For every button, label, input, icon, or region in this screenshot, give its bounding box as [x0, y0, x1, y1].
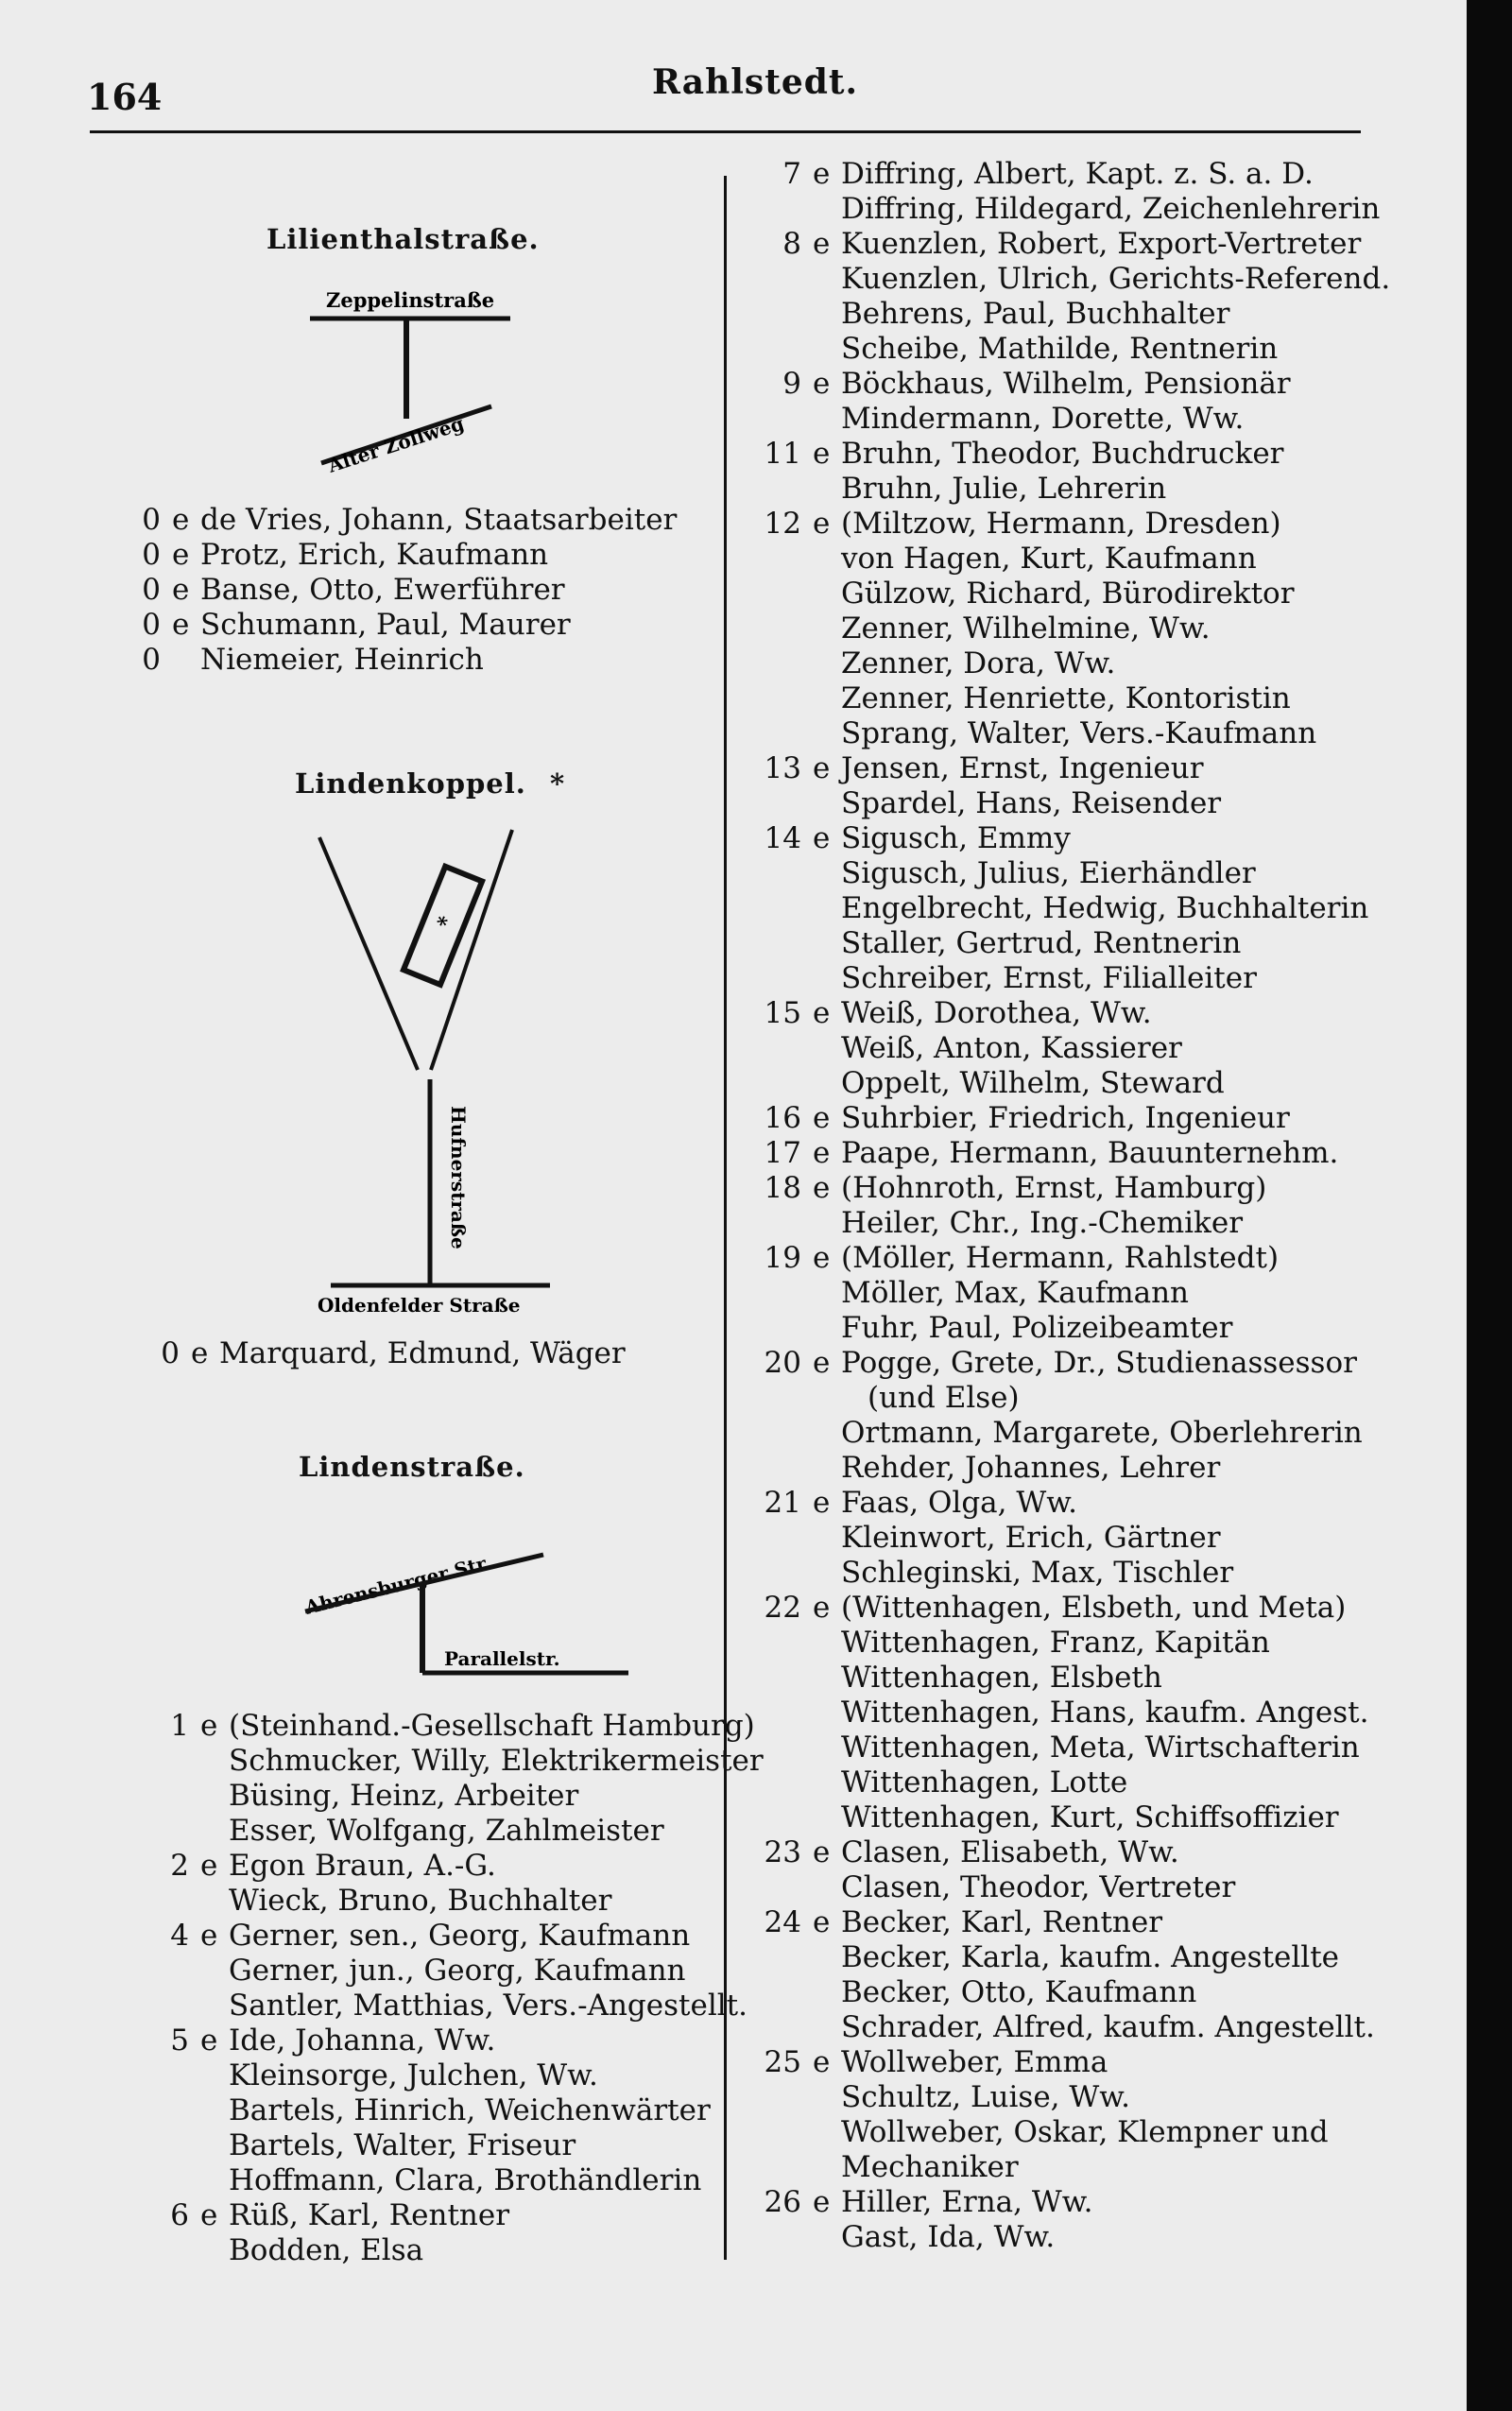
resident-text: Santler, Matthias, Vers.-Angestellt. — [229, 1989, 747, 2023]
running-head: Rahlstedt. — [652, 62, 859, 102]
resident-text: Suhrbier, Friedrich, Ingenieur — [841, 1101, 1290, 1135]
resident-text: Sprang, Walter, Vers.-Kaufmann — [841, 716, 1317, 750]
resident-text: Wollweber, Oskar, Klempner und — [841, 2115, 1329, 2149]
address-entry — [764, 856, 1390, 891]
address-entry — [151, 2163, 764, 2198]
resident-text: Schumann, Paul, Maurer — [200, 608, 571, 642]
address-entry — [764, 1556, 1390, 1591]
sketch-plot-star: * — [431, 911, 451, 939]
address-entry — [123, 503, 677, 538]
page-edge-shadow — [1467, 0, 1512, 2411]
address-entry — [764, 821, 1390, 856]
sketch-plot — [404, 867, 482, 985]
resident-text: Wittenhagen, Franz, Kapitän — [841, 1626, 1270, 1660]
resident-text: Protz, Erich, Kaufmann — [200, 538, 549, 572]
owner-mark: e — [813, 751, 831, 785]
address-entry — [764, 996, 1390, 1031]
resident-text: Becker, Karl, Rentner — [841, 1905, 1163, 1939]
resident-text: Clasen, Elisabeth, Ww. — [841, 1835, 1179, 1869]
address-entry — [764, 507, 1390, 542]
house-number: 25 — [764, 2045, 801, 2079]
resident-text: Schultz, Luise, Ww. — [841, 2080, 1130, 2114]
house-number: 8 — [782, 227, 801, 261]
resident-text: Wieck, Bruno, Buchhalter — [229, 1884, 612, 1918]
sketch-label-side: Hufnerstraße — [447, 1106, 470, 1249]
address-entry — [764, 961, 1390, 996]
street-sketch-lindenkoppel — [302, 822, 605, 1314]
resident-text: Hoffmann, Clara, Brothändlerin — [229, 2163, 702, 2197]
owner-mark: e — [172, 608, 190, 642]
sketch-label-side: Parallelstr. — [444, 1647, 560, 1670]
address-entry — [764, 681, 1390, 716]
address-entry — [151, 2058, 764, 2093]
address-entry — [151, 1814, 764, 1849]
owner-mark: e — [813, 1591, 831, 1625]
resident-text: Oppelt, Wilhelm, Steward — [841, 1066, 1225, 1100]
resident-text: Schrader, Alfred, kaufm. Angestellt. — [841, 2010, 1375, 2044]
street-title-lindenkoppel — [295, 767, 565, 800]
resident-text: Fuhr, Paul, Polizeibeamter — [841, 1311, 1233, 1345]
resident-text: (und Else) — [868, 1381, 1020, 1415]
address-entry — [151, 1744, 764, 1779]
address-entry — [151, 2024, 764, 2058]
house-number: 21 — [764, 1486, 801, 1520]
address-entry — [764, 1626, 1390, 1661]
house-number: 0 — [142, 538, 161, 572]
resident-text: Becker, Otto, Kaufmann — [841, 1975, 1197, 2009]
house-number: 16 — [764, 1101, 801, 1135]
resident-text: Paape, Hermann, Bauunternehm. — [841, 1136, 1339, 1170]
address-entry — [764, 332, 1390, 367]
address-entry — [764, 367, 1390, 402]
address-entry — [764, 1521, 1390, 1556]
resident-text: Böckhaus, Wilhelm, Pensionär — [841, 367, 1291, 401]
address-entry — [764, 1241, 1390, 1276]
resident-text: Niemeier, Heinrich — [200, 643, 484, 677]
address-entry — [151, 1954, 764, 1989]
address-entry — [764, 786, 1390, 821]
resident-text: Behrens, Paul, Buchhalter — [841, 297, 1230, 331]
resident-text: Bartels, Hinrich, Weichenwärter — [229, 2093, 711, 2127]
owner-mark: e — [172, 538, 190, 572]
resident-text: Bruhn, Theodor, Buchdrucker — [841, 437, 1284, 471]
resident-text: de Vries, Johann, Staatsarbeiter — [200, 503, 678, 537]
address-entry — [123, 573, 677, 608]
address-entry — [764, 1206, 1390, 1241]
owner-mark: e — [200, 1919, 218, 1953]
resident-text: Wittenhagen, Lotte — [841, 1765, 1128, 1800]
resident-text: Engelbrecht, Hedwig, Buchhalterin — [841, 891, 1369, 925]
house-number: 12 — [764, 507, 801, 541]
resident-text: (Hohnroth, Ernst, Hamburg) — [841, 1171, 1267, 1205]
address-entry — [123, 608, 677, 643]
resident-text: Ortmann, Margarete, Oberlehrerin — [841, 1416, 1363, 1450]
address-entry — [764, 2115, 1390, 2150]
address-entry — [764, 2010, 1390, 2045]
house-number: 17 — [764, 1136, 801, 1170]
address-entry — [764, 2045, 1390, 2080]
resident-text: Scheibe, Mathilde, Rentnerin — [841, 332, 1279, 366]
address-entry — [764, 2220, 1390, 2255]
resident-text: Gast, Ida, Ww. — [841, 2220, 1056, 2254]
address-entry — [764, 1870, 1390, 1905]
address-entry — [764, 1416, 1390, 1451]
house-number: 26 — [764, 2185, 801, 2219]
address-entry — [151, 1989, 764, 2024]
owner-mark: e — [200, 2024, 218, 2058]
resident-text: Heiler, Chr., Ing.-Chemiker — [841, 1206, 1244, 1240]
house-number: 2 — [170, 1849, 189, 1883]
owner-mark: e — [172, 503, 190, 537]
house-number: 18 — [764, 1171, 801, 1205]
resident-text: Egon Braun, A.-G. — [229, 1849, 496, 1883]
resident-text: Zenner, Wilhelmine, Ww. — [841, 611, 1211, 646]
owner-mark: e — [813, 227, 831, 261]
owner-mark: e — [813, 437, 831, 471]
resident-text: Bruhn, Julie, Lehrerin — [841, 472, 1167, 506]
resident-text: (Steinhand.-Gesellschaft Hamburg) — [229, 1709, 755, 1743]
street-sketch-lindenstrasse — [298, 1503, 657, 1692]
resident-text: Gerner, sen., Georg, Kaufmann — [229, 1919, 691, 1953]
resident-text: Zenner, Dora, Ww. — [841, 646, 1116, 680]
address-entry — [764, 472, 1390, 507]
address-entry — [764, 542, 1390, 577]
street-title-lindenstrasse: Lindenstraße. — [299, 1451, 525, 1483]
entries-lindenkoppel — [142, 1336, 626, 1371]
house-number: 14 — [764, 821, 801, 855]
resident-text: Gülzow, Richard, Bürodirektor — [841, 577, 1295, 611]
address-entry — [151, 1779, 764, 1814]
owner-mark: e — [813, 507, 831, 541]
house-number: 0 — [142, 503, 161, 537]
owner-mark: e — [813, 1905, 831, 1939]
address-entry — [151, 2128, 764, 2163]
resident-text: Möller, Max, Kaufmann — [841, 1276, 1190, 1310]
address-entry — [151, 2093, 764, 2128]
address-entry — [764, 1136, 1390, 1171]
address-entry — [123, 538, 677, 573]
house-number: 15 — [764, 996, 801, 1030]
house-number: 1 — [170, 1709, 189, 1743]
resident-text: Becker, Karla, kaufm. Angestellte — [841, 1940, 1339, 1974]
resident-text: Wittenhagen, Meta, Wirtschafterin — [841, 1731, 1360, 1765]
address-entry — [764, 1031, 1390, 1066]
resident-text: Esser, Wolfgang, Zahlmeister — [229, 1814, 664, 1848]
address-entry — [764, 2185, 1390, 2220]
owner-mark: e — [813, 1241, 831, 1275]
house-number: 0 — [142, 643, 161, 677]
resident-text: Mindermann, Dorette, Ww. — [841, 402, 1245, 436]
address-entry — [764, 1486, 1390, 1521]
resident-text: von Hagen, Kurt, Kaufmann — [841, 542, 1257, 576]
street-sketch-lilienthalstrasse — [284, 279, 529, 487]
address-entry — [151, 2233, 764, 2268]
page-number: 164 — [87, 76, 163, 118]
resident-text: Sigusch, Emmy — [841, 821, 1071, 855]
entries-lindenstrasse — [151, 1709, 764, 2268]
house-number: 19 — [764, 1241, 801, 1275]
resident-text: Mechaniker — [841, 2150, 1019, 2184]
resident-text: Kleinsorge, Julchen, Ww. — [229, 2058, 598, 2092]
owner-mark: e — [813, 157, 831, 191]
entries-lilienthalstrasse — [123, 503, 677, 678]
header-rule — [90, 130, 1361, 133]
address-entry — [764, 1101, 1390, 1136]
sketch-label-bottom: Alter Zollweg — [325, 411, 467, 477]
address-entry — [764, 1276, 1390, 1311]
address-entry — [764, 262, 1390, 297]
resident-text: Schmucker, Willy, Elektrikermeister — [229, 1744, 764, 1778]
owner-mark: e — [813, 821, 831, 855]
street-title-lilienthalstrasse: Lilienthalstraße. — [266, 223, 540, 255]
address-entry — [151, 1849, 764, 1884]
resident-text: Ide, Johanna, Ww. — [229, 2024, 496, 2058]
address-entry — [764, 1591, 1390, 1626]
resident-text: Wollweber, Emma — [841, 2045, 1108, 2079]
address-entry — [151, 2198, 764, 2233]
sketch-label-top: Ahrensburger Str. — [302, 1550, 493, 1619]
resident-text: Diffring, Hildegard, Zeichenlehrerin — [841, 192, 1381, 226]
resident-text: Bartels, Walter, Friseur — [229, 2128, 576, 2162]
house-number: 20 — [764, 1346, 801, 1380]
owner-mark: e — [813, 2185, 831, 2219]
house-number: 13 — [764, 751, 801, 785]
address-entry — [764, 1661, 1390, 1696]
resident-text: (Möller, Hermann, Rahlstedt) — [841, 1241, 1280, 1275]
resident-text: Wittenhagen, Elsbeth — [841, 1661, 1162, 1695]
address-entry — [764, 2080, 1390, 2115]
address-entry — [764, 611, 1390, 646]
resident-text: Sigusch, Julius, Eierhändler — [841, 856, 1256, 890]
address-entry — [151, 1709, 764, 1744]
resident-text: Gerner, jun., Georg, Kaufmann — [229, 1954, 686, 1988]
house-number: 9 — [782, 367, 801, 401]
address-entry — [764, 297, 1390, 332]
address-entry — [764, 437, 1390, 472]
resident-text: Spardel, Hans, Reisender — [841, 786, 1222, 820]
address-entry — [764, 751, 1390, 786]
sketch-label-bottom: Oldenfelder Straße — [318, 1294, 521, 1314]
resident-text: Hiller, Erna, Ww. — [841, 2185, 1093, 2219]
resident-text: Rüß, Karl, Rentner — [229, 2198, 510, 2232]
owner-mark: e — [813, 1835, 831, 1869]
sketch-label-top: Zeppelinstraße — [326, 288, 495, 312]
owner-mark: e — [813, 1136, 831, 1170]
address-entry — [764, 227, 1390, 262]
address-entry — [764, 1800, 1390, 1835]
house-number: 0 — [142, 573, 161, 607]
owner-mark: e — [813, 1346, 831, 1380]
house-number: 7 — [782, 157, 801, 191]
owner-mark: e — [813, 996, 831, 1030]
address-entry — [764, 1066, 1390, 1101]
house-number: 24 — [764, 1905, 801, 1939]
owner-mark: e — [200, 1709, 218, 1743]
address-entry — [151, 1884, 764, 1919]
resident-text: Diffring, Albert, Kapt. z. S. a. D. — [841, 157, 1314, 191]
address-entry — [764, 1696, 1390, 1731]
address-entry — [764, 402, 1390, 437]
resident-text: Pogge, Grete, Dr., Studienassessor — [841, 1346, 1357, 1380]
house-number: 5 — [170, 2024, 189, 2058]
resident-text: Jensen, Ernst, Ingenieur — [841, 751, 1204, 785]
address-entry — [151, 1919, 764, 1954]
resident-text: Rehder, Johannes, Lehrer — [841, 1451, 1221, 1485]
resident-text: Clasen, Theodor, Vertreter — [841, 1870, 1236, 1904]
address-entry — [764, 1940, 1390, 1975]
address-entry — [764, 1381, 1390, 1416]
resident-text: Wittenhagen, Hans, kaufm. Angest. — [841, 1696, 1369, 1730]
resident-text: Marquard, Edmund, Wäger — [219, 1336, 626, 1370]
owner-mark: e — [191, 1336, 209, 1370]
resident-text: Büsing, Heinz, Arbeiter — [229, 1779, 579, 1813]
resident-text: Kuenzlen, Ulrich, Gerichts-Referend. — [841, 262, 1391, 296]
resident-text: Zenner, Henriette, Kontoristin — [841, 681, 1291, 715]
address-entry — [764, 1346, 1390, 1381]
address-entry — [764, 1905, 1390, 1940]
address-entry — [764, 646, 1390, 681]
address-entry — [764, 1765, 1390, 1800]
resident-text: Faas, Olga, Ww. — [841, 1486, 1077, 1520]
house-number: 4 — [170, 1919, 189, 1953]
owner-mark: e — [200, 2198, 218, 2232]
house-number: 22 — [764, 1591, 801, 1625]
address-entry — [764, 1451, 1390, 1486]
address-entry — [764, 716, 1390, 751]
owner-mark: e — [813, 1171, 831, 1205]
resident-text: Schleginski, Max, Tischler — [841, 1556, 1234, 1590]
address-entry — [764, 1975, 1390, 2010]
resident-text: Kleinwort, Erich, Gärtner — [841, 1521, 1221, 1555]
address-entry — [764, 1835, 1390, 1870]
address-entry — [764, 1311, 1390, 1346]
street-title-mark: * — [549, 767, 566, 800]
resident-text: Schreiber, Ernst, Filialleiter — [841, 961, 1257, 995]
resident-text: Banse, Otto, Ewerführer — [200, 573, 565, 607]
address-entry — [764, 157, 1390, 192]
resident-text: (Miltzow, Hermann, Dresden) — [841, 507, 1281, 541]
address-entry — [764, 192, 1390, 227]
entries-right-column — [764, 157, 1390, 2255]
address-entry — [764, 891, 1390, 926]
resident-text: Bodden, Elsa — [229, 2233, 424, 2267]
address-entry — [142, 1336, 626, 1371]
house-number: 23 — [764, 1835, 801, 1869]
house-number: 11 — [764, 437, 801, 471]
owner-mark: e — [813, 1101, 831, 1135]
address-entry — [764, 577, 1390, 611]
street-title-text: Lindenkoppel. — [295, 767, 526, 800]
address-entry — [764, 926, 1390, 961]
address-entry — [764, 2150, 1390, 2185]
house-number: 0 — [161, 1336, 180, 1370]
resident-text: (Wittenhagen, Elsbeth, und Meta) — [841, 1591, 1347, 1625]
resident-text: Wittenhagen, Kurt, Schiffsoffizier — [841, 1800, 1339, 1834]
resident-text: Weiß, Dorothea, Ww. — [841, 996, 1152, 1030]
owner-mark: e — [813, 367, 831, 401]
owner-mark: e — [813, 1486, 831, 1520]
owner-mark: e — [813, 2045, 831, 2079]
resident-text: Staller, Gertrud, Rentnerin — [841, 926, 1242, 960]
sketch-road-left — [319, 837, 418, 1070]
owner-mark: e — [200, 1849, 218, 1883]
house-number: 0 — [142, 608, 161, 642]
resident-text: Weiß, Anton, Kassierer — [841, 1031, 1182, 1065]
house-number: 6 — [170, 2198, 189, 2232]
owner-mark: e — [172, 573, 190, 607]
address-entry — [764, 1171, 1390, 1206]
address-entry — [764, 1731, 1390, 1765]
address-entry — [123, 643, 677, 678]
resident-text: Kuenzlen, Robert, Export-Vertreter — [841, 227, 1362, 261]
